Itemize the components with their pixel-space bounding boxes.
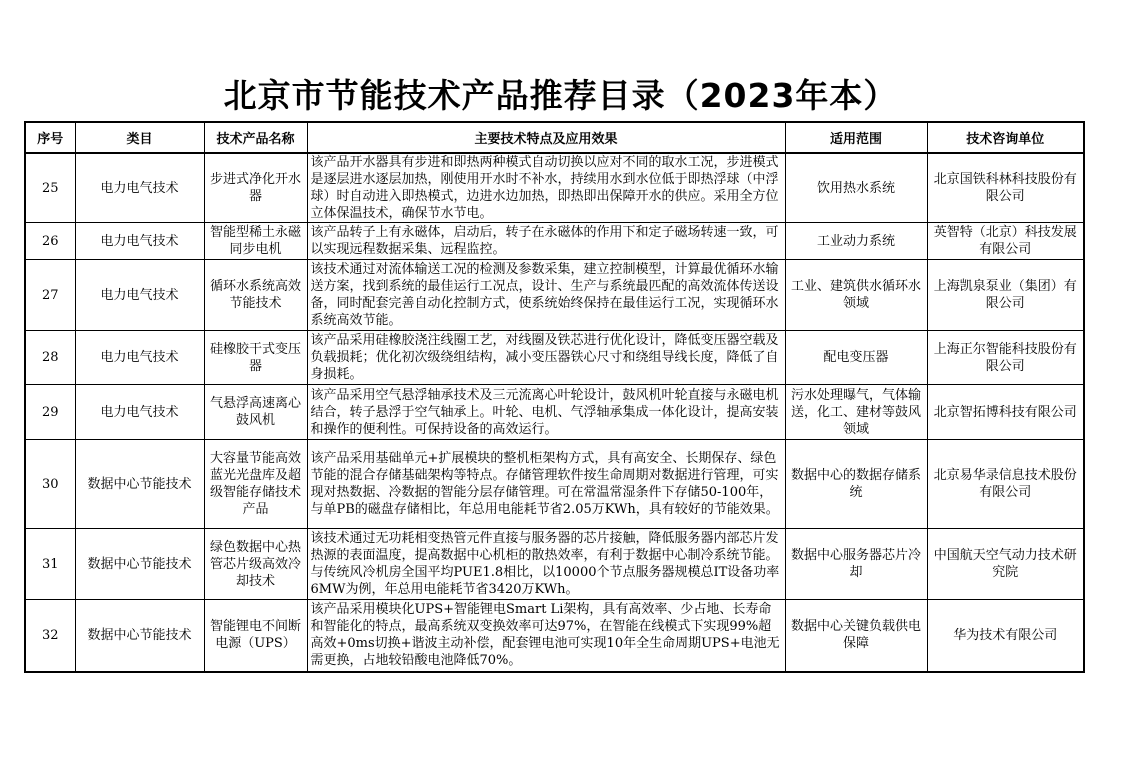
row-scope: 饮用热水系统 [785,153,927,223]
row-description: 该技术通过无功耗相变热管元件直接与服务器的芯片接触，降低服务器内部芯片发热源的表面温度，提高数据中心机柜的散热效率，有利于数据中心制冷系统节能。与传统风冷机房全国平均PUE1.8相比，以10000个节点服务器规模总IT设备功率6MW为例，年总用电能耗节省3420万KWh。 [307,529,785,600]
row-consultant: 上海正尔智能科技股份有限公司 [927,331,1084,385]
row-no: 27 [25,260,75,331]
row-description: 该技术通过对流体输送工况的检测及参数采集，建立控制模型，计算最优循环水输送方案，找到系统的最佳运行工况点，设计、生产与系统最匹配的高效流体传送设备，同时配套完善自动化控制方式，使系统始终保持在最佳运行工况，实现循环水系统高效节能。 [307,260,785,331]
row-description: 该产品采用基础单元+扩展模块的整机柜架构方式，具有高安全、长期保存、绿色节能的混合存储基础架构等特点。存储管理软件按生命周期对数据进行管理，可实现对热数据、冷数据的智能分层存储管理。可在常温常湿条件下存储50-100年，与单PB的磁盘存储相比，年总用电能耗节省2.05万KWh，具有较好的节能效果。 [307,440,785,529]
row-no: 30 [25,440,75,529]
table-row [25,600,1084,672]
table-row [25,260,1084,331]
row-category: 数据中心节能技术 [75,440,204,529]
table-row [25,153,1084,223]
row-product: 步进式净化开水器 [204,153,307,223]
row-product: 智能型稀土永磁同步电机 [204,223,307,260]
row-product: 智能锂电不间断电源（UPS） [204,600,307,672]
row-scope: 工业动力系统 [785,223,927,260]
row-consultant: 上海凯泉泵业（集团）有限公司 [927,260,1084,331]
row-product: 硅橡胶干式变压器 [204,331,307,385]
row-description: 该产品转子上有永磁体，启动后，转子在永磁体的作用下和定子磁场转速一致，可以实现远程数据采集、远程监控。 [307,223,785,260]
row-no: 29 [25,385,75,440]
page-title: 北京市节能技术产品推荐目录（2023年本） [223,76,898,115]
row-category: 数据中心节能技术 [75,529,204,600]
row-scope: 配电变压器 [785,331,927,385]
row-description: 该产品采用空气悬浮轴承技术及三元流离心叶轮设计，鼓风机叶轮直接与永磁电机结合，转子悬浮于空气轴承上。叶轮、电机、气浮轴承集成一体化设计，提高安装和操作的便利性。可保持设备的高效运行。 [307,385,785,440]
row-consultant: 北京易华录信息技术股份有限公司 [927,440,1084,529]
row-scope: 污水处理曝气，气体输送，化工、建材等鼓风领域 [785,385,927,440]
row-consultant: 中国航天空气动力技术研究院 [927,529,1084,600]
row-no: 28 [25,331,75,385]
table-row [25,529,1084,600]
row-product: 气悬浮高速离心鼓风机 [204,385,307,440]
row-consultant: 北京智拓博科技有限公司 [927,385,1084,440]
column-header-product: 技术产品名称 [204,122,307,153]
row-product: 绿色数据中心热管芯片级高效冷却技术 [204,529,307,600]
row-scope: 数据中心关键负载供电保障 [785,600,927,672]
table-row [25,331,1084,385]
column-header-category: 类目 [75,122,204,153]
row-consultant: 华为技术有限公司 [927,600,1084,672]
row-consultant: 北京国铁科林科技股份有限公司 [927,153,1084,223]
row-description: 该产品采用模块化UPS+智能锂电Smart Li架构，具有高效率、少占地、长寿命和智能化的特点，最高系统双变换效率可达97%，在智能在线模式下实现99%超高效+0ms切换+谐波主动补偿，配套锂电池可实现10年全生命周期UPS+电池无需更换，占地较铅酸电池降低70%。 [307,600,785,672]
row-description: 该产品开水器具有步进和即热两种模式自动切换以应对不同的取水工况，步进模式是逐层进水逐层加热，刚使用开水时不补水，持续用水到水位低于即热浮球（中浮球）时自动进入即热模式，边进水边加热，即热即出保障开水的供应。采用全方位立体保温技术，确保节水节电。 [307,153,785,223]
row-consultant: 英智特（北京）科技发展有限公司 [927,223,1084,260]
table-row [25,223,1084,260]
row-scope: 数据中心的数据存储系统 [785,440,927,529]
row-no: 26 [25,223,75,260]
table-row [25,385,1084,440]
row-description: 该产品采用硅橡胶浇注线圈工艺，对线圈及铁芯进行优化设计，降低变压器空载及负载损耗；优化初次级绕组结构，减小变压器铁心尺寸和绕组导线长度，降低了自身损耗。 [307,331,785,385]
column-header-scope: 适用范围 [785,122,927,153]
table-row [25,440,1084,529]
row-no: 32 [25,600,75,672]
recommendation-table [24,121,1085,673]
row-scope: 数据中心服务器芯片冷却 [785,529,927,600]
header-row [25,122,1084,153]
column-header-description: 主要技术特点及应用效果 [307,122,785,153]
row-no: 25 [25,153,75,223]
row-category: 电力电气技术 [75,223,204,260]
row-no: 31 [25,529,75,600]
column-header-consultant: 技术咨询单位 [927,122,1084,153]
row-category: 电力电气技术 [75,385,204,440]
row-category: 电力电气技术 [75,153,204,223]
row-product: 大容量节能高效蓝光光盘库及超级智能存储技术产品 [204,440,307,529]
row-category: 电力电气技术 [75,331,204,385]
row-product: 循环水系统高效节能技术 [204,260,307,331]
row-category: 数据中心节能技术 [75,600,204,672]
row-scope: 工业、建筑供水循环水领域 [785,260,927,331]
column-header-no: 序号 [25,122,75,153]
row-category: 电力电气技术 [75,260,204,331]
